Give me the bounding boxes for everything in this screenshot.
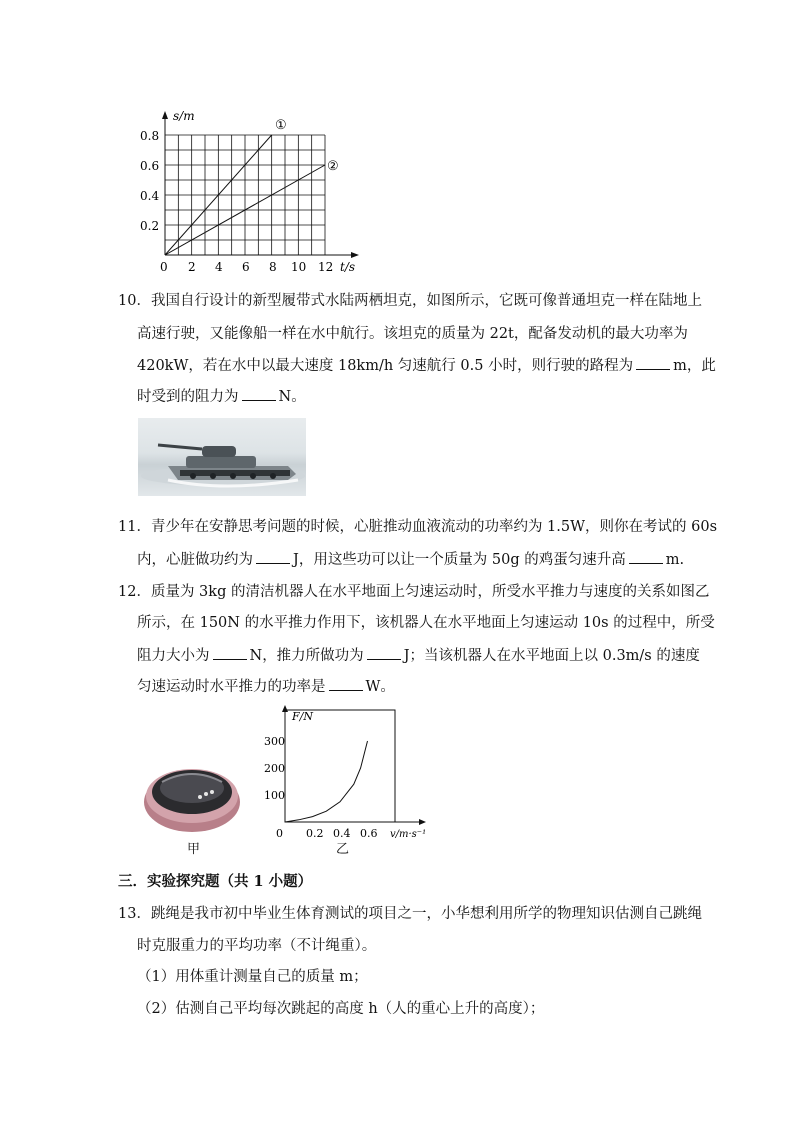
q11-blank-work[interactable] (256, 549, 290, 564)
st-ytick-0.2: 0.2 (140, 219, 160, 233)
st-xtick-12: 12 (318, 260, 334, 274)
q12-line4-unit: W。 (365, 679, 395, 695)
st-ylabel: s/m (173, 109, 195, 123)
q10-line1: 10．我国自行设计的新型履带式水陆两栖坦克，如图所示，它既可像普通坦克一样在陆地上 (118, 293, 702, 309)
fv-xtick-0.4: 0.4 (333, 827, 351, 840)
q10-line3 (137, 355, 716, 376)
q12-line3 (137, 645, 700, 666)
cleaning-robot-photo (140, 752, 245, 836)
q12-line1: 12．质量为 3kg 的清洁机器人在水平地面上匀速运动时，所受水平推力与速度的关系如图乙 (118, 584, 710, 600)
fv-frame (285, 710, 395, 822)
q10-line4-text: 时受到的阻力为 (137, 389, 239, 405)
fv-xtick-0: 0 (276, 827, 283, 840)
st-ytick-0.8: 0.8 (140, 129, 160, 143)
fv-graph (258, 704, 430, 844)
fv-xlabel: v/m·s⁻¹ (390, 829, 427, 840)
st-x-arrow (351, 252, 359, 258)
st-xlabel: t/s (340, 260, 356, 274)
q11-blank-height[interactable] (629, 549, 663, 564)
fv-xtick-0.6: 0.6 (360, 827, 378, 840)
st-line1-label: ① (275, 118, 287, 133)
st-ytick-0.4: 0.4 (140, 189, 160, 203)
q10-line3-text: 420kW，若在水中以最大速度 18km/h 匀速航行 0.5 小时，则行驶的路程为 (137, 358, 634, 374)
fv-curve (285, 741, 368, 822)
q13-line1: 13．跳绳是我市初中毕业生体育测试的项目之一，小华想利用所学的物理知识估测自己跳绳 (118, 906, 702, 922)
q10-line3-unit: m，此 (673, 358, 716, 374)
fv-ylabel: F/N (292, 710, 313, 723)
st-y-arrow (162, 111, 168, 119)
fv-x-arrow (419, 819, 426, 825)
st-line2-label: ② (327, 159, 339, 174)
q13-line2: 时克服重力的平均功率（不计绳重）。 (137, 938, 377, 954)
q10-line2: 高速行驶，又能像船一样在水中航行。该坦克的质量为 22t，配备发动机的最大功率为 (137, 326, 688, 342)
q12-blank-power[interactable] (329, 676, 363, 691)
q11-line2-text-a: 内，心脏做功约为 (137, 552, 253, 568)
st-xtick-2: 2 (188, 260, 196, 274)
fv-ytick-200: 200 (264, 762, 285, 775)
q10-line4-unit: N。 (278, 389, 306, 405)
q12-line3-text-c: J；当该机器人在水平地面上以 0.3m/s 的速度 (403, 648, 700, 664)
q11-line1: 11．青少年在安静思考问题的时候，心脏推动血液流动的功率约为 1.5W，则你在考试的 60s (118, 519, 718, 535)
q12-line3-text-a: 阻力大小为 (137, 648, 210, 664)
fv-xtick-0.2: 0.2 (306, 827, 324, 840)
section3-title: 三．实验探究题（共 1 小题） (118, 873, 313, 890)
robot-graphic (140, 752, 245, 836)
st-xtick-6: 6 (242, 260, 250, 274)
q12-line4-text: 匀速运动时水平推力的功率是 (137, 679, 326, 695)
q10-blank-resistance[interactable] (242, 386, 276, 401)
q12-blank-resistance[interactable] (213, 645, 247, 660)
q11-line2-text-b: J，用这些功可以让一个质量为 50g 的鸡蛋匀速升高 (293, 552, 626, 568)
fv-ytick-300: 300 (264, 735, 285, 748)
q11-line2 (137, 549, 684, 570)
st-graph (135, 105, 365, 277)
st-xtick-10: 10 (291, 260, 307, 274)
tank-graphic (138, 418, 306, 496)
st-xtick-8: 8 (269, 260, 277, 274)
q12-line3-text-b: N，推力所做功为 (249, 648, 364, 664)
q12-line2: 所示，在 150N 的水平推力作用下，该机器人在水平地面上匀速运动 10s 的过程中，所受 (137, 615, 715, 631)
q13-line4: （2）估测自己平均每次跳起的高度 h（人的重心上升的高度）； (137, 1001, 545, 1017)
st-xtick-0: 0 (160, 260, 168, 274)
q13-line3: （1）用体重计测量自己的质量 m； (137, 969, 368, 985)
q11-line2-unit: m. (665, 552, 685, 568)
q12-line4 (137, 676, 395, 697)
fv-y-arrow (282, 705, 288, 712)
q10-blank-distance[interactable] (636, 355, 670, 370)
st-ytick-0.6: 0.6 (140, 159, 160, 173)
fv-ytick-100: 100 (264, 789, 285, 802)
st-graph-grid (165, 135, 325, 255)
q12-blank-work[interactable] (367, 645, 401, 660)
label-yi: 乙 (336, 842, 350, 857)
st-xtick-4: 4 (215, 260, 223, 274)
amphibious-tank-photo (138, 418, 306, 496)
label-jia: 甲 (187, 842, 201, 857)
q10-line4 (137, 386, 306, 407)
